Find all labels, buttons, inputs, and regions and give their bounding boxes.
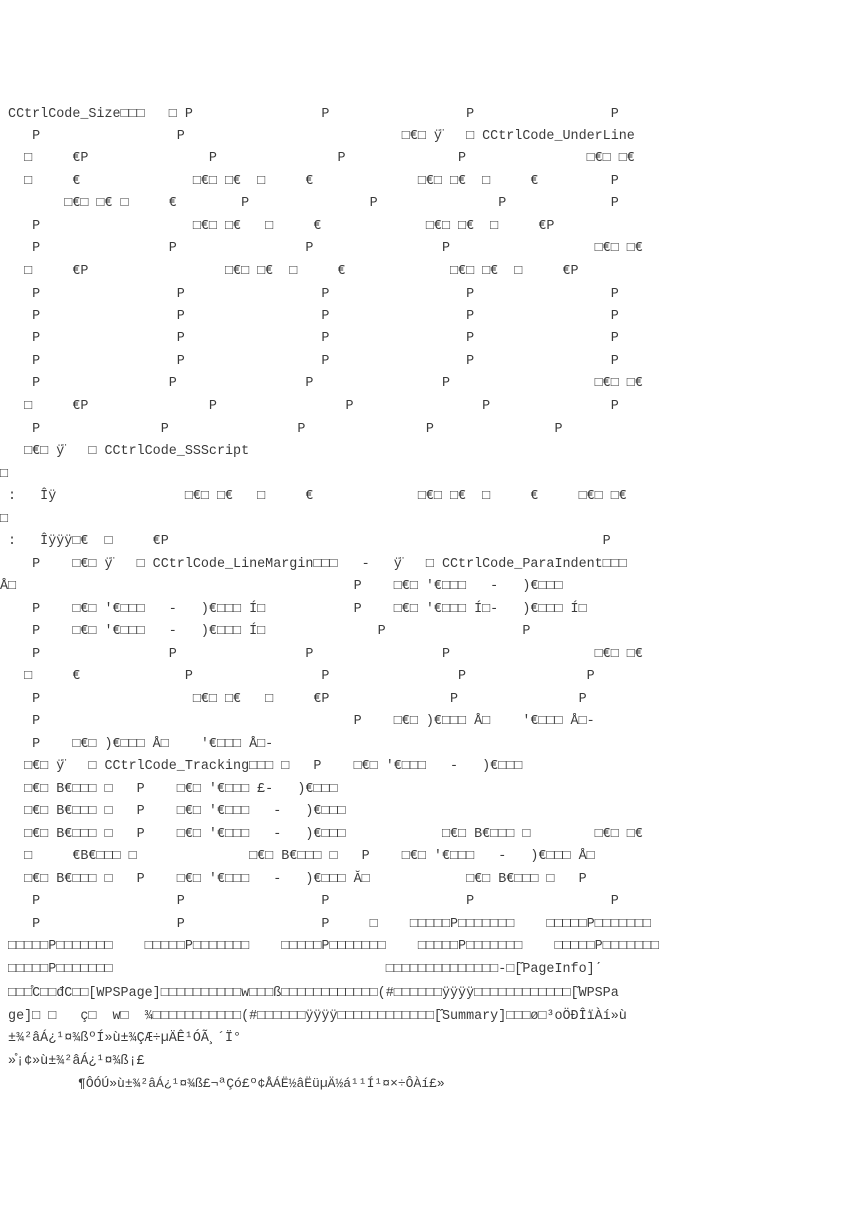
text-line: »̊¡¢»ù±¾²âÁ¿¹¤¾ß¡£ — [0, 1054, 145, 1069]
text-line: □ — [0, 467, 9, 482]
text-line: P □€□ '€□□□ - )€□□□ Í□ P □€□ '€□□□ Í□- )€□□□ Í□ — [0, 602, 587, 617]
text-line: □ €P P P P □€□ □€ — [0, 151, 635, 166]
text-line: P P P P □€□ □€ — [0, 241, 643, 256]
text-line: □ — [0, 512, 9, 527]
text-line: □€□ B€□□□ □ P □€□ '€□□□ - )€□□□ Ă□ □€□ B€□□□ □ P — [0, 872, 587, 887]
text-line: □€□ B€□□□ □ P □€□ '€□□□ - )€□□□ — [0, 804, 346, 819]
text-line: □ € □€□ □€ □ € □€□ □€ □ € P — [0, 174, 619, 189]
text-line: □ €B€□□□ □ □€□ B€□□□ □ P □€□ '€□□□ - )€□□□ Å□ — [0, 849, 595, 864]
text-line: P P P P P — [0, 309, 619, 324]
text-line: ¶ÔÓÚ»ù±¾²âÁ¿¹¤¾ß£¬ªÇó£º¢ÅÁË½âËüµÄ½á¹¹Í¹¤×÷ÔÀí£» — [0, 1076, 445, 1091]
text-line: P P P P P — [0, 287, 619, 302]
text-line: □□□̊C□□đC□□[WPSPage]□□□□□□□□□□w□□□ß□□□□□□□□□□□□(#□□□□□□ÿÿÿÿ□□□□□□□□□□□□[̂WPSPa — [0, 986, 619, 1001]
text-line: P □€□ ÿ̈ □ CCtrlCode_LineMargin□□□ - ÿ̈ □ CCtrlCode_ParaIndent□□□ — [0, 557, 627, 572]
text-line: □ €P P P P P — [0, 399, 619, 414]
text-line: □ € P P P P — [0, 669, 595, 684]
text-line: P P P P P — [0, 331, 619, 346]
text-line: CCtrlCode_Size□□□ □ P P P P — [0, 107, 619, 122]
text-line: □□□□□P□□□□□□□ □□□□□□□□□□□□□□-□[̂PageInfo]ˊ — [0, 962, 603, 977]
text-line: □ €P □€□ □€ □ € □€□ □€ □ €P — [0, 264, 579, 279]
text-line: P □€□ □€ □ €P P P — [0, 692, 587, 707]
text-line: □€□ ÿ̈ □ CCtrlCode_Tracking□□□ □ P □€□ '€□□□ - )€□□□ — [0, 759, 523, 774]
text-line: P □€□ )€□□□ Å□ '€□□□ Å□- — [0, 737, 274, 752]
text-line: P P P P P — [0, 354, 619, 369]
text-line: P P P P P — [0, 422, 563, 437]
text-line: P P □€□ )€□□□ Å□ '€□□□ Å□- — [0, 714, 595, 729]
text-line: □□□□□P□□□□□□□ □□□□□P□□□□□□□ □□□□□P□□□□□□□ □□□□□P□□□□□□□ □□□□□P□□□□□□□ — [0, 939, 659, 954]
text-line: □€□ B€□□□ □ P □€□ '€□□□ £- )€□□□ — [0, 782, 338, 797]
text-line: P P P □ □□□□□P□□□□□□□ □□□□□P□□□□□□□ — [0, 917, 651, 932]
text-line: P P □€□ ÿ̈ □ CCtrlCode_UnderLine — [0, 129, 635, 144]
text-line: □€□ ÿ̈ □ CCtrlCode_SSScript — [0, 444, 250, 459]
text-line: ge]□ □ ç□ w□ ¾□□□□□□□□□□□(#□□□□□□ÿÿÿÿ□□□□□□□□□□□□[̂Summary]□□□ø□³oÖÐÎïÀí»ù — [0, 1009, 627, 1024]
text-line: Å□ P □€□ '€□□□ - )€□□□ — [0, 579, 563, 594]
text-line: ±¾²âÁ¿¹¤¾ßºÍ»ù±¾ÇÆ÷µÄÊ¹ÓÃ¸´Ï° — [0, 1031, 242, 1046]
text-line: P P P P □€□ □€ — [0, 376, 643, 391]
text-line: □€□ □€ □ € P P P P — [0, 196, 619, 211]
text-line: P □€□ '€□□□ - )€□□□ Í□ P P — [0, 624, 531, 639]
text-line: □€□ B€□□□ □ P □€□ '€□□□ - )€□□□ □€□ B€□□□ □ □€□ □€ — [0, 827, 643, 842]
text-line: : Îÿ □€□ □€ □ € □€□ □€ □ € □€□ □€ — [0, 489, 627, 504]
text-line: P □€□ □€ □ € □€□ □€ □ €P — [0, 219, 555, 234]
text-line: P P P P □€□ □€ — [0, 647, 643, 662]
text-line: P P P P P — [0, 894, 619, 909]
text-line: : Îÿÿÿ□€ □ €P P — [0, 534, 611, 549]
